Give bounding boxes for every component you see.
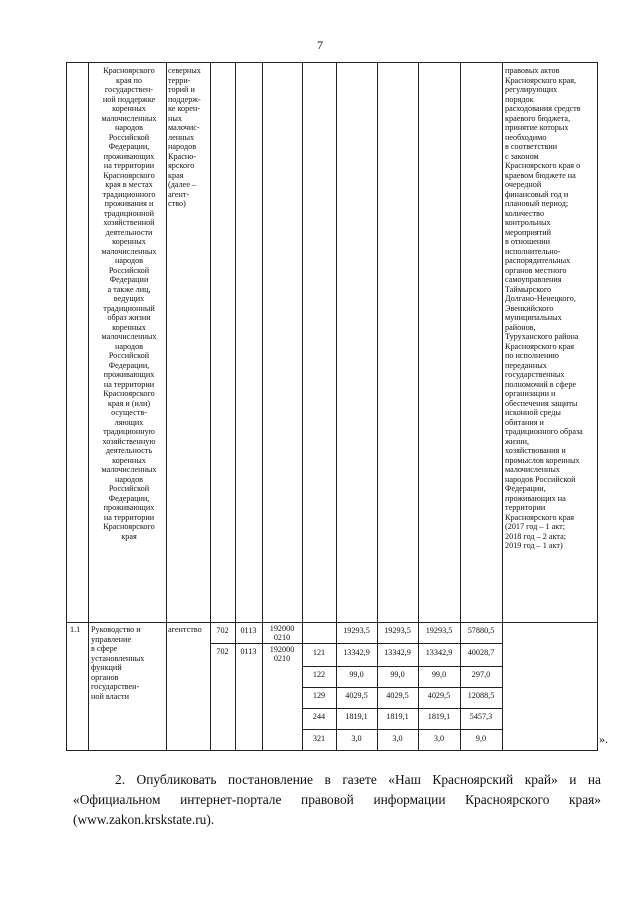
col-divider	[377, 622, 378, 750]
col-divider	[166, 62, 167, 750]
table-border-right	[597, 62, 598, 750]
col-divider	[377, 62, 378, 622]
row-divider	[302, 687, 502, 688]
cell-2017: 4029,5	[345, 691, 368, 700]
cell-rzpr: 0113	[240, 647, 257, 656]
cell-2019: 4029,5	[427, 691, 451, 700]
cell-vr: 321	[312, 734, 326, 743]
cell-2017: 99,0	[349, 670, 364, 679]
col-divider	[418, 622, 419, 750]
paragraph-2: 2. Опубликовать постановление в газете «Наш Красноярский край» и на «Официальном интернет-портале правовой информации Красноярского края» (www.zakon.krskstate.ru).	[73, 772, 601, 827]
col-divider	[302, 62, 303, 750]
cell-total: 12088,5	[467, 691, 495, 700]
table-border-left	[66, 62, 67, 750]
cell-total: 5457,3	[469, 712, 493, 721]
col-divider	[502, 62, 503, 750]
cell-vr: 129	[312, 691, 326, 700]
cell-2018: 4029,5	[386, 691, 409, 700]
cell-total: 9,0	[475, 734, 487, 743]
cell-2019: 13342,9	[425, 648, 453, 657]
measure-name-continuation: Красноярского края по государствен- ной поддержке коренных малочисленных народов Российской Федерации, проживающих на территории Красноярского края в местах традиционного проживания и традиционной хозяйственной деятельности коренных малочисленных народов Российской Федерации а также лиц, ведущих традиционный образ жизни коренных малочисленных народов Российской Федерации, проживающих на территории Красноярского края и (или) осуществ- ляющих традиционную хозяйственную деятельность коренных малочисленных народов Российской Федерации, проживающих на территории Красноярского края	[101, 66, 157, 541]
cell-rzpr: 0113	[240, 626, 257, 635]
row-divider	[302, 729, 502, 730]
cell-grbs: 702	[216, 647, 229, 656]
cell-csr: 192000 0210	[269, 645, 295, 663]
cell-grbs: 702	[216, 626, 229, 635]
row-divider	[302, 708, 502, 709]
executor-continuation: северных терри- торий и поддерж- ке корен- ных малочис- ленных народов Красно- ярского края (далее – агент- ство)	[168, 66, 201, 208]
cell-2017: 1819,1	[345, 712, 368, 721]
cell-vr: 244	[312, 712, 326, 721]
cell-total: 297,0	[471, 670, 491, 679]
item-name: Руководство и управление в сфере установленных функций органов государствен- ной власти	[91, 625, 145, 701]
cell-2017: 3,0	[351, 734, 362, 743]
col-divider	[88, 62, 89, 750]
cell-2018: 3,0	[392, 734, 403, 743]
cell-csr: 192000 0210	[269, 624, 295, 642]
row-divider	[66, 622, 598, 623]
item-executor: агентство	[168, 625, 202, 634]
cell-2019: 3,0	[433, 734, 445, 743]
page-number: 7	[317, 38, 323, 52]
row-divider	[66, 62, 598, 63]
row-divider	[66, 750, 598, 751]
result-continuation: правовых актов Красноярского края, регулирующих порядок расходования средств краевого бюджета, принятие которых необходимо в соответствии с законом Красноярского края о краевом бюджете на очередной финансовый год и плановый период; количество контрольных мероприятий в отношении исполнительно- распорядительных органов местного самоуправления Таймырского Долгано-Ненецкого, Эвенкийского муниципальных районов, Туруханского района Красноярского края по исполнению переданных государственных полномочий в сфере организации и обеспечения защиты исконной среды обитания и традиционного образа жизни, хозяйствования и промыслов коренных малочисленных народов Российской Федерации, проживающих на территории Красноярского края (2017 год – 1 акт; 2018 год – 2 акта; 2019 год – 1 акт)	[505, 66, 583, 550]
cell-total: 57880,5	[467, 626, 495, 635]
col-divider	[460, 62, 461, 622]
row-divider	[210, 643, 502, 644]
cell-2018: 99,0	[390, 670, 405, 679]
col-divider	[336, 62, 337, 622]
cell-2018: 19293,5	[384, 626, 411, 635]
item-number: 1.1	[70, 625, 81, 634]
cell-2019: 1819,1	[427, 712, 451, 721]
cell-2019: 19293,5	[425, 626, 453, 635]
cell-2018: 13342,9	[384, 648, 411, 657]
col-divider	[418, 62, 419, 622]
cell-2019: 99,0	[431, 670, 447, 679]
cell-2018: 1819,1	[386, 712, 409, 721]
col-divider	[460, 622, 461, 750]
col-divider	[336, 622, 337, 750]
cell-vr: 122	[312, 670, 326, 679]
cell-2017: 19293,5	[343, 626, 370, 635]
cell-total: 40028,7	[467, 648, 495, 657]
cell-2017: 13342,9	[343, 648, 370, 657]
cell-vr: 121	[312, 648, 326, 657]
closing-quote-mark: ».	[599, 732, 608, 746]
row-divider	[302, 666, 502, 667]
